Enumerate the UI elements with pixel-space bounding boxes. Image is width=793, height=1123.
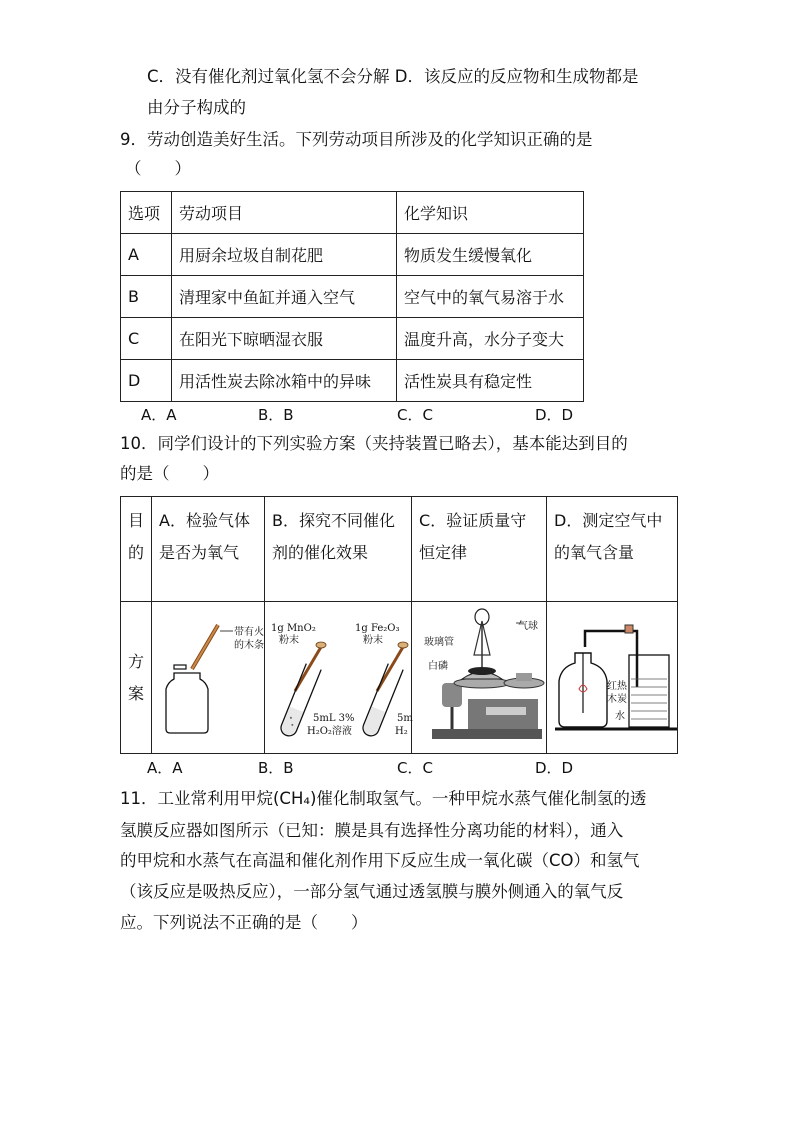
tube1-powder-line1: 1g MnO₂ xyxy=(271,622,316,634)
q11-line-1: 11．工业常利用甲烷(CH₄)催化制取氢气。一种甲烷水蒸气催化制氢的透 xyxy=(120,789,647,808)
tube2-powder-line2: 粉末 xyxy=(363,634,384,646)
weight xyxy=(442,683,462,707)
table-row xyxy=(121,234,584,276)
q10-option-a[interactable]: A．A xyxy=(147,759,183,777)
purpose-d: D．测定空气中的氧气含量 xyxy=(547,497,678,602)
spatula-1 xyxy=(295,647,321,691)
table-cell: 用活性炭去除冰箱中的异味 xyxy=(172,360,397,402)
charcoal-label-line2: 木炭 xyxy=(607,693,628,705)
figure-a-gas-bottle xyxy=(152,603,264,753)
figure-d-cell xyxy=(547,602,678,754)
q9-option-a[interactable]: A．A xyxy=(141,406,177,424)
figure-c-cell xyxy=(412,602,547,754)
table-cell: 空气中的氧气易溶于水 xyxy=(397,276,584,318)
q11-line-4: （该反应是吸热反应），一部分氢气通过透氢膜与膜外侧通入的氧气反 xyxy=(120,882,624,901)
purpose-c: C．验证质量守恒定律 xyxy=(412,497,547,602)
q9-answer-blank: （ ） xyxy=(125,159,191,178)
q9-table xyxy=(120,191,584,402)
table-row xyxy=(121,276,584,318)
splint-label-top: 带有火 xyxy=(234,626,265,638)
table-header-cell: 选项 xyxy=(121,192,172,234)
q10-option-b[interactable]: B．B xyxy=(258,759,294,777)
q10-table xyxy=(120,496,678,754)
q11-line-2: 氢膜反应器如图所示（已知：膜是具有选择性分离功能的材料），通入 xyxy=(120,821,624,840)
tube1-liquid-line2: H₂O₂溶液 xyxy=(307,725,352,737)
row-header-scheme: 方案 xyxy=(121,602,152,754)
table-header-cell: 化学知识 xyxy=(397,192,584,234)
balance-base xyxy=(432,729,542,739)
figure-a-cell xyxy=(152,602,265,754)
q9-option-d[interactable]: D．D xyxy=(535,406,574,424)
balloon-label: 气球 xyxy=(518,620,539,632)
q9-option-c[interactable]: C．C xyxy=(397,406,433,424)
glass-tube-label: 玻璃管 xyxy=(424,636,455,648)
q11-line-5: 应。下列说法不正确的是（ ） xyxy=(120,913,368,932)
tube1-powder-line2: 粉末 xyxy=(279,634,300,646)
table-cell: A xyxy=(121,234,172,276)
wooden-splint-inner xyxy=(192,625,218,669)
q10-stem-line-1: 10．同学们设计的下列实验方案（夹持装置已略去），基本能达到目的 xyxy=(120,434,628,453)
table-header-cell: 劳动项目 xyxy=(172,192,397,234)
table-row-scheme xyxy=(121,602,678,754)
purpose-a: A．检验气体是否为氧气 xyxy=(152,497,265,602)
q9-stem: 9．劳动创造美好生活。下列劳动项目所涉及的化学知识正确的是 xyxy=(120,130,593,149)
table-cell: B xyxy=(121,276,172,318)
table-row xyxy=(121,360,584,402)
q9-option-b[interactable]: B．B xyxy=(258,406,294,424)
q8-option-line-2: 由分子构成的 xyxy=(147,98,246,117)
table-cell: D xyxy=(121,360,172,402)
white-phosphorus xyxy=(468,667,496,675)
table-cell: 活性炭具有稳定性 xyxy=(397,360,584,402)
q10-option-d[interactable]: D．D xyxy=(535,759,574,777)
tube2-liquid-line2: H₂ xyxy=(395,725,408,737)
figure-d-oxygen-apparatus xyxy=(547,603,677,753)
table-cell: 用厨余垃圾自制花肥 xyxy=(172,234,397,276)
tube2-liquid-line1: 5m xyxy=(397,712,413,724)
tube2-powder-line1: 1g Fe₂O₃ xyxy=(355,622,400,634)
table-cell: 物质发生缓慢氧化 xyxy=(397,234,584,276)
purpose-b: B．探究不同催化剂的催化效果 xyxy=(265,497,412,602)
q10-option-c[interactable]: C．C xyxy=(397,759,433,777)
charcoal-label-line1: 红热 xyxy=(607,680,628,692)
q10-stem-line-2: 的是（ ） xyxy=(120,464,219,483)
q11-line-3: 的甲烷和水蒸气在高温和催化剂作用下反应生成一氧化碳（CO）和氢气 xyxy=(120,851,640,870)
table-row xyxy=(121,318,584,360)
white-phosphorus-label: 白磷 xyxy=(428,660,449,672)
table-cell: 在阳光下晾晒湿衣服 xyxy=(172,318,397,360)
figure-b-test-tubes xyxy=(265,603,411,753)
spring-clamp xyxy=(625,625,633,633)
table-row-purpose xyxy=(121,497,678,602)
water-label: 水 xyxy=(615,710,626,722)
table-header-row xyxy=(121,192,584,234)
table-cell: 清理家中鱼缸并通入空气 xyxy=(172,276,397,318)
q8-option-line-1: C．没有催化剂过氧化氢不会分解 D．该反应的反应物和生成物都是 xyxy=(147,67,639,86)
gas-collecting-bottle xyxy=(166,673,208,733)
row-header-purpose: 目的 xyxy=(121,497,152,602)
beaker xyxy=(629,655,669,727)
glass-plate xyxy=(174,665,186,669)
figure-b-cell xyxy=(265,602,412,754)
tube1-liquid-line1: 5mL 3% xyxy=(313,712,355,724)
spatula-2 xyxy=(377,647,403,691)
splint-label-bottom: 的木条 xyxy=(234,639,265,651)
figure-c-balance xyxy=(412,603,546,753)
table-cell: 温度升高，水分子变大 xyxy=(397,318,584,360)
table-cell: C xyxy=(121,318,172,360)
